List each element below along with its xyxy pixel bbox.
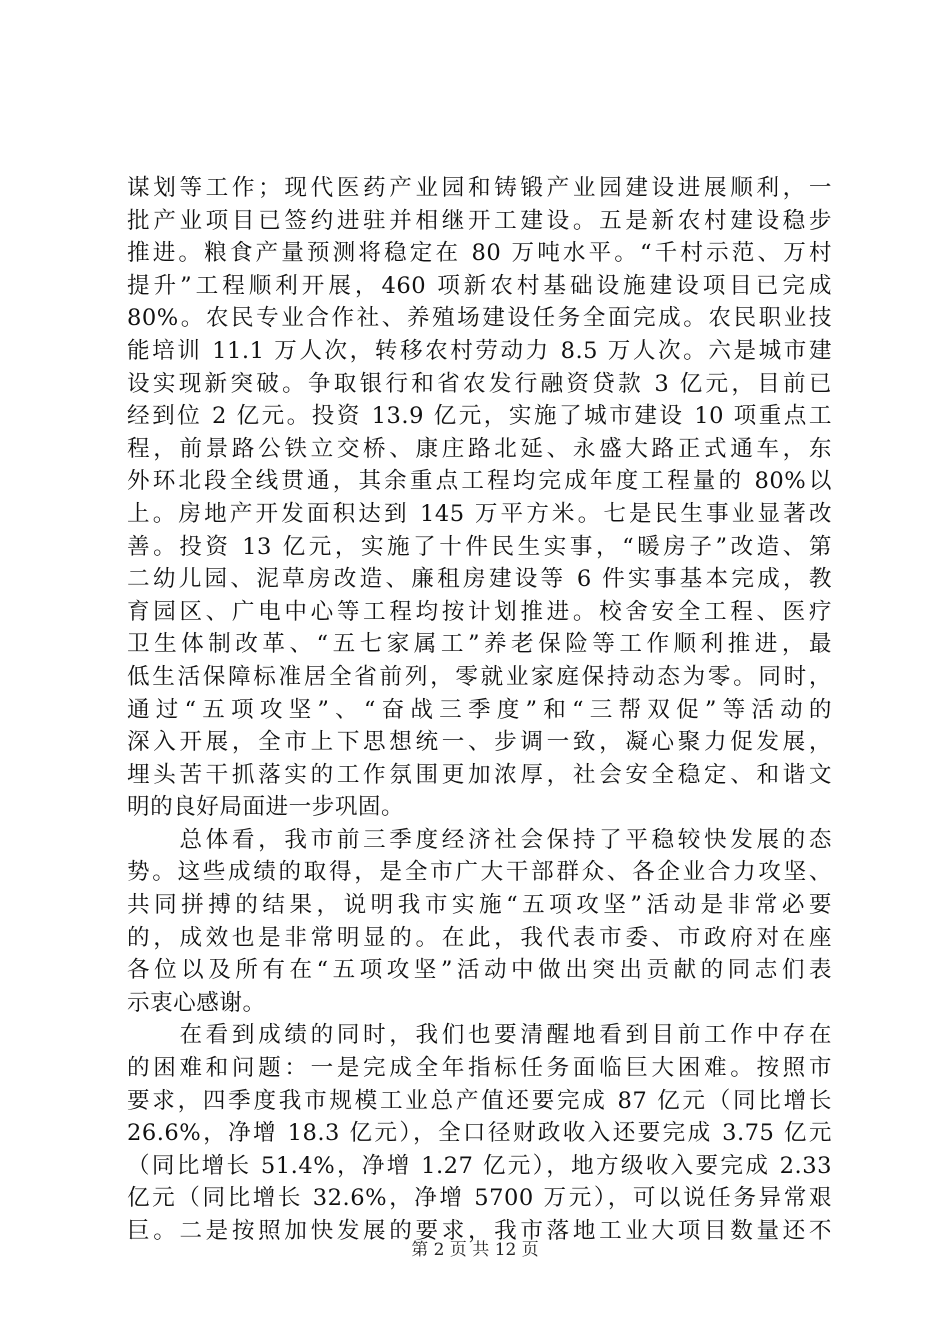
document-body bbox=[127, 172, 832, 1248]
text-line: 的，成效也是非常明显的。在此，我代表市委、市政府对在座 bbox=[127, 924, 832, 951]
text-line: 通过“五项攻坚”、“奋战三季度”和“三帮双促”等活动的 bbox=[127, 696, 832, 723]
text-line: 总体看，我市前三季度经济社会保持了平稳较快发展的态 bbox=[127, 826, 832, 853]
text-line: 共同拼搏的结果，说明我市实施“五项攻坚”活动是非常必要 bbox=[127, 892, 832, 919]
text-line: 外环北段全线贯通，其余重点工程均完成年度工程量的 80%以 bbox=[127, 468, 832, 495]
text-line: 推进。粮食产量预测将稳定在 80 万吨水平。“千村示范、万村 bbox=[127, 240, 832, 267]
text-line: 要求，四季度我市规模工业总产值还要完成 87 亿元（同比增长 bbox=[127, 1087, 832, 1114]
text-line: 低生活保障标准居全省前列，零就业家庭保持动态为零。同时， bbox=[127, 663, 832, 690]
text-line: 提升”工程顺利开展，460 项新农村基础设施建设项目已完成 bbox=[127, 272, 832, 299]
text-line: 明的良好局面进一步巩固。 bbox=[127, 794, 405, 821]
text-line: 亿元（同比增长 32.6%，净增 5700 万元），可以说任务异常艰 bbox=[127, 1185, 832, 1212]
text-line: 育园区、广电中心等工程均按计划推进。校舍安全工程、医疗 bbox=[127, 598, 832, 625]
text-line: 埋头苦干抓落实的工作氛围更加浓厚，社会安全稳定、和谐文 bbox=[127, 761, 832, 788]
text-line: 示衷心感谢。 bbox=[127, 989, 266, 1016]
text-line: 深入开展，全市上下思想统一、步调一致，凝心聚力促发展， bbox=[127, 729, 832, 756]
text-line: 善。投资 13 亿元，实施了十件民生实事，“暖房子”改造、第 bbox=[127, 533, 832, 560]
text-line: 谋划等工作；现代医药产业园和铸锻产业园建设进展顺利，一 bbox=[127, 175, 832, 201]
text-line: 设实现新突破。争取银行和省农发行融资贷款 3 亿元，目前已 bbox=[127, 370, 832, 397]
text-line: 二幼儿园、泥草房改造、廉租房建设等 6 件实事基本完成，教 bbox=[127, 566, 832, 593]
text-line: 批产业项目已签约进驻并相继开工建设。五是新农村建设稳步 bbox=[127, 207, 832, 234]
text-line: 能培训 11.1 万人次，转移农村劳动力 8.5 万人次。六是城市建 bbox=[127, 337, 832, 364]
text-line: 卫生体制改革、“五七家属工”养老保险等工作顺利推进，最 bbox=[127, 631, 832, 658]
text-line: 26.6%，净增 18.3 亿元），全口径财政收入还要完成 3.75 亿元 bbox=[127, 1120, 832, 1147]
text-line: 在看到成绩的同时，我们也要清醒地看到目前工作中存在 bbox=[127, 1022, 832, 1049]
text-line: 各位以及所有在“五项攻坚”活动中做出突出贡献的同志们表 bbox=[127, 957, 832, 984]
text-line: 程，前景路公铁立交桥、康庄路北延、永盛大路正式通车，东 bbox=[127, 435, 832, 462]
text-line: 巨。二是按照加快发展的要求，我市落地工业大项目数量还不 bbox=[127, 1218, 832, 1244]
text-line: 势。这些成绩的取得，是全市广大干部群众、各企业合力攻坚、 bbox=[127, 859, 832, 886]
text-line: 80%。农民专业合作社、养殖场建设任务全面完成。农民职业技 bbox=[127, 305, 832, 332]
text-line: 的困难和问题：一是完成全年指标任务面临巨大困难。按照市 bbox=[127, 1055, 832, 1082]
text-line: 上。房地产开发面积达到 145 万平方米。七是民生事业显著改 bbox=[127, 500, 832, 527]
text-line: （同比增长 51.4%，净增 1.27 亿元），地方级收入要完成 2.33 bbox=[127, 1152, 832, 1179]
page-footer: 第 2 页 共 12 页 bbox=[411, 1240, 539, 1260]
text-line: 经到位 2 亿元。投资 13.9 亿元，实施了城市建设 10 项重点工 bbox=[127, 403, 832, 430]
